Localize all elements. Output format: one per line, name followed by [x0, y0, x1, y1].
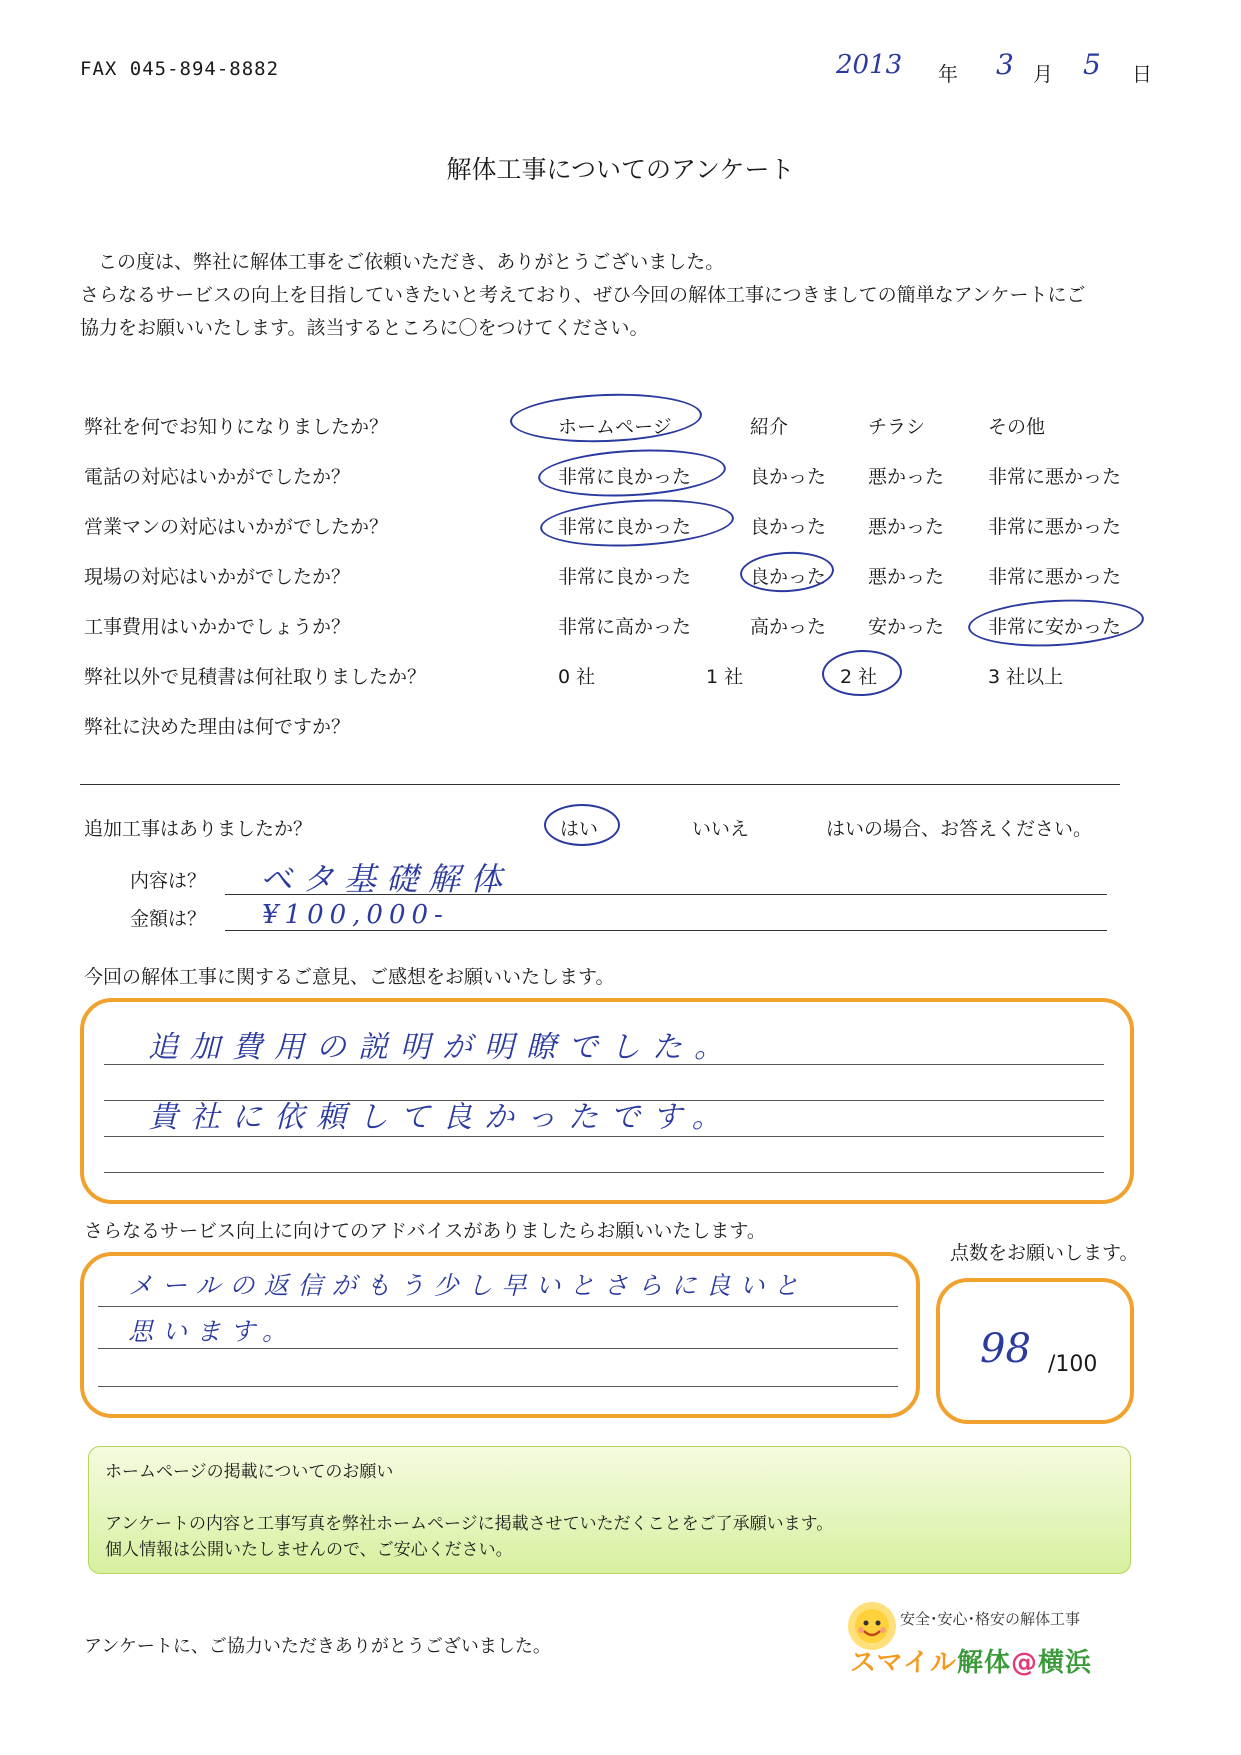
q6-option-3[interactable]: 2 社	[840, 666, 878, 688]
selection-circle	[821, 649, 903, 698]
opinion-prompt: 今回の解体工事に関するご意見、ご感想をお願いいたします。	[84, 966, 615, 988]
q3-option-2[interactable]: 良かった	[750, 516, 827, 538]
q5-option-2[interactable]: 高かった	[750, 616, 827, 638]
date-day: 5	[1083, 48, 1101, 81]
q6-option-2[interactable]: 1 社	[706, 666, 744, 688]
q4-option-1[interactable]: 非常に良かった	[558, 566, 692, 588]
logo-at-mark: @	[1010, 1648, 1038, 1678]
reason-answer-line[interactable]	[80, 784, 1120, 785]
intro-line: この度は、弊社に解体工事をご依頼いただき、ありがとうございました。	[98, 251, 725, 273]
q5-option-4[interactable]: 非常に安かった	[988, 616, 1122, 638]
content-value: ベタ基礎解体	[260, 860, 513, 898]
score-value: 98	[980, 1326, 1031, 1372]
intro-line: 協力をお願いいたします。該当するところに〇をつけてください。	[80, 317, 649, 339]
question-5: 工事費用はいかかでしょうか？	[84, 616, 351, 638]
selection-circle	[544, 804, 620, 846]
advice-prompt: さらなるサービス向上に向けてのアドバイスがありましたらお願いいたします。	[84, 1220, 766, 1242]
additional-yes[interactable]: はい	[560, 818, 599, 840]
question-3: 営業マンの対応はいかがでしたか？	[84, 516, 389, 538]
date-year: 2013	[836, 50, 903, 80]
q1-option-3[interactable]: チラシ	[868, 416, 926, 438]
score-box[interactable]	[936, 1278, 1134, 1424]
company-logo	[838, 1592, 1136, 1682]
q1-option-4[interactable]: その他	[988, 416, 1046, 438]
logo-name-part: 解体	[956, 1648, 1011, 1678]
intro-line: さらなるサービスの向上を目指していきたいと考えており、ぜひ今回の解体工事につきましての簡単なアンケートにご	[80, 284, 1086, 306]
date-month: 3	[996, 48, 1014, 81]
q1-option-2[interactable]: 紹介	[750, 416, 789, 438]
selection-circle	[967, 595, 1145, 650]
amount-label: 金額は？	[130, 908, 207, 930]
logo-name-part: 横浜	[1037, 1648, 1092, 1678]
homepage-notice	[88, 1446, 1131, 1574]
selection-circle	[537, 445, 727, 501]
opinion-line: 貴社に依頼して良かったです。	[148, 1100, 734, 1135]
additional-no[interactable]: いいえ	[692, 818, 750, 840]
q5-option-3[interactable]: 安かった	[868, 616, 945, 638]
q1-option-1[interactable]: ホームページ	[558, 416, 672, 438]
q4-option-4[interactable]: 非常に悪かった	[988, 566, 1122, 588]
opinion-box[interactable]	[80, 998, 1134, 1204]
amount-line[interactable]	[225, 930, 1107, 931]
date-month-label: 月	[1033, 62, 1053, 86]
q2-option-4[interactable]: 非常に悪かった	[988, 466, 1122, 488]
q2-option-2[interactable]: 良かった	[750, 466, 827, 488]
page-title: 解体工事についてのアンケート	[446, 155, 795, 184]
advice-line: 思います。	[128, 1317, 297, 1346]
date-year-label: 年	[938, 62, 958, 86]
question-6: 弊社以外で見積書は何社取りましたか？	[84, 666, 427, 688]
notice-title: ホームページの掲載についてのお願い	[105, 1462, 394, 1482]
notice-line: アンケートの内容と工事写真を弊社ホームページに掲載させていただくことをご了承願います。	[105, 1514, 834, 1534]
q6-option-4[interactable]: 3 社以上	[988, 666, 1064, 688]
q4-option-2[interactable]: 良かった	[750, 566, 827, 588]
opinion-line: 追加費用の説明が明瞭でした。	[148, 1030, 736, 1065]
question-1: 弊社を何でお知りになりましたか？	[84, 416, 389, 438]
advice-line: メールの返信がもう少し早いとさらに良いと	[128, 1271, 808, 1300]
q2-option-1[interactable]: 非常に良かった	[558, 466, 692, 488]
date-day-label: 日	[1132, 62, 1152, 86]
additional-work-question: 追加工事はありましたか？	[84, 818, 313, 840]
intro-text	[80, 246, 1085, 345]
logo-name-part: スマイル	[850, 1648, 957, 1678]
amount-value: ¥100,000-	[262, 900, 449, 930]
score-max: /100	[1048, 1352, 1098, 1377]
selection-circle	[509, 391, 703, 446]
fax-number: FAX 045-894-8882	[80, 58, 280, 80]
logo-name	[850, 1642, 1092, 1679]
content-line[interactable]	[225, 894, 1107, 895]
q3-option-3[interactable]: 悪かった	[868, 516, 945, 538]
q5-option-1[interactable]: 非常に高かった	[558, 616, 692, 638]
q6-option-1[interactable]: 0 社	[558, 666, 596, 688]
closing-text: アンケートに、ご協力いただきありがとうございました。	[84, 1636, 551, 1657]
question-4: 現場の対応はいかがでしたか？	[84, 566, 351, 588]
content-label: 内容は？	[130, 870, 207, 892]
q4-option-3[interactable]: 悪かった	[868, 566, 945, 588]
question-2: 電話の対応はいかがでしたか？	[84, 466, 351, 488]
advice-box[interactable]	[80, 1252, 920, 1418]
q3-option-4[interactable]: 非常に悪かった	[988, 516, 1122, 538]
score-prompt: 点数をお願いします。	[950, 1242, 1139, 1264]
selection-circle	[539, 495, 735, 551]
additional-note: はいの場合、お答えください。	[826, 818, 1093, 840]
logo-tagline: 安全･安心･格安の解体工事	[900, 1610, 1081, 1628]
q3-option-1[interactable]: 非常に良かった	[558, 516, 692, 538]
notice-line: 個人情報は公開いたしませんので、ご安心ください。	[105, 1540, 513, 1560]
reason-question: 弊社に決めた理由は何ですか？	[84, 716, 351, 738]
q2-option-3[interactable]: 悪かった	[868, 466, 945, 488]
